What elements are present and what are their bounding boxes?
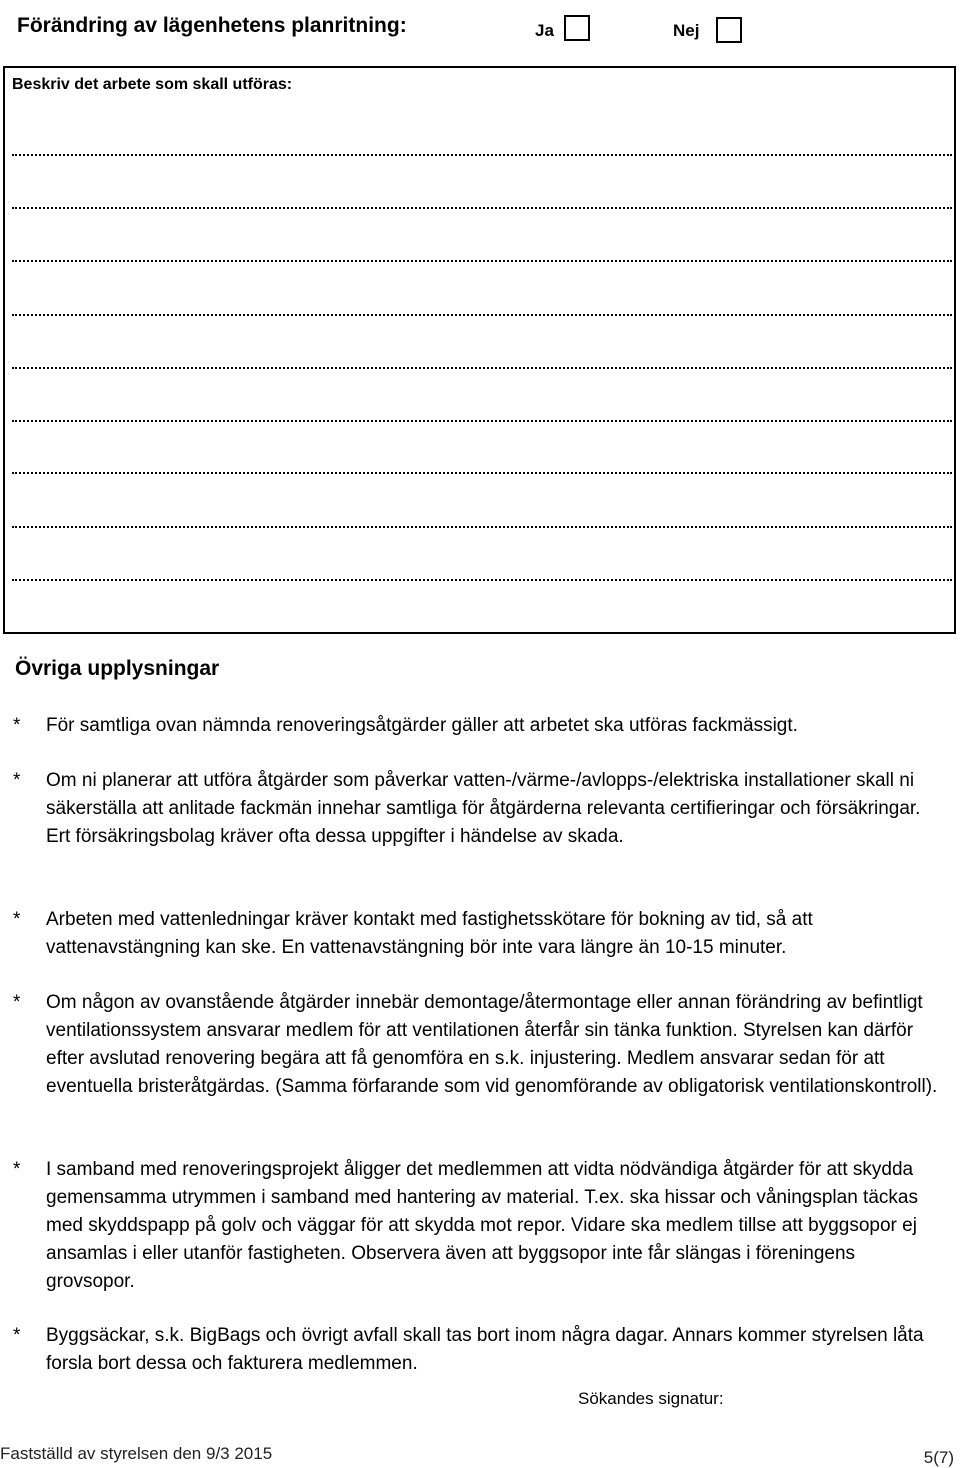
- no-label: Nej: [673, 21, 700, 40]
- writing-line: [12, 207, 952, 209]
- info-bullet: [13, 767, 948, 851]
- bullet-text: Byggsäckar, s.k. BigBags och övrigt avfall skall tas bort inom några dagar. Annars kommer styrelsen låta forsla bort dessa och fakturera medlemmen.: [46, 1325, 924, 1374]
- bullet-mark: *: [13, 1325, 21, 1346]
- writing-line: [12, 420, 952, 422]
- bullet-mark: *: [13, 909, 21, 930]
- bullet-mark: *: [13, 715, 21, 736]
- bullet-text: I samband med renoveringsprojekt åligger det medlemmen att vidta nödvändiga åtgärder för att skydda gemensamma utrymmen i samband med hantering av material. T.ex. ska hissar och våningsplan täckas med skyddspapp på golv och väggar för att skydda mot repor. Vidare ska medlem tillse att byggsopor ej ansamlas i eller utanför fastigheten. Observera även att byggsopor inte får slängas i föreningens grovsopor.: [46, 1159, 918, 1292]
- bullet-mark: *: [13, 1159, 21, 1180]
- footer-adopted-date: Fastställd av styrelsen den 9/3 2015: [0, 1444, 273, 1463]
- info-bullet: [13, 1322, 948, 1378]
- section-title-floorplan: Förändring av lägenhetens planritning:: [17, 14, 407, 37]
- writing-line: [12, 579, 952, 581]
- bullet-text: Om ni planerar att utföra åtgärder som påverkar vatten-/värme-/avlopps-/elektriska installationer skall ni säkerställa att anlitade fackmän innehar samtliga för åtgärderna relevanta certifieringar och försäkringar. Ert försäkringsbolag kräver ofta dessa uppgifter i händelse av skada.: [46, 770, 921, 847]
- yes-label: Ja: [535, 21, 554, 40]
- yes-checkbox[interactable]: [564, 15, 590, 41]
- page-number: 5(7): [923, 1448, 954, 1467]
- bullet-mark: *: [13, 992, 21, 1013]
- work-description-label: Beskriv det arbete som skall utföras:: [12, 76, 293, 93]
- info-bullet: [13, 712, 948, 740]
- writing-line: [12, 472, 952, 474]
- info-bullet: [13, 906, 948, 962]
- bullet-text: Arbeten med vattenledningar kräver kontakt med fastighetsskötare för bokning av tid, så att vattenavstängning kan ske. En vattenavstängning bör inte vara längre än 10-15 minuter.: [46, 909, 813, 958]
- info-bullet: [13, 1156, 948, 1296]
- signature-label: Sökandes signatur:: [578, 1389, 724, 1408]
- section-title-info: Övriga upplysningar: [15, 657, 220, 680]
- writing-line: [12, 526, 952, 528]
- writing-line: [12, 367, 952, 369]
- info-bullet: [13, 989, 948, 1101]
- writing-line: [12, 154, 952, 156]
- no-checkbox[interactable]: [716, 17, 742, 43]
- bullet-mark: *: [13, 770, 21, 791]
- writing-line: [12, 260, 952, 262]
- writing-line: [12, 314, 952, 316]
- bullet-text: Om någon av ovanstående åtgärder innebär demontage/återmontage eller annan förändring av befintligt ventilationssystem ansvarar medlem för att ventilationen återfår sin tänka funktion. Styrelsen kan därför efter avslutad renovering begära att få genomföra en s.k. injustering. Medlem ansvarar sedan för att eventuella bristeråtgärdas. (Samma förfarande som vid genomförande av obligatorisk ventilationskontroll).: [46, 992, 938, 1097]
- work-description-box[interactable]: [3, 66, 956, 634]
- bullet-text: För samtliga ovan nämnda renoveringsåtgärder gäller att arbetet ska utföras fackmässigt.: [46, 715, 798, 736]
